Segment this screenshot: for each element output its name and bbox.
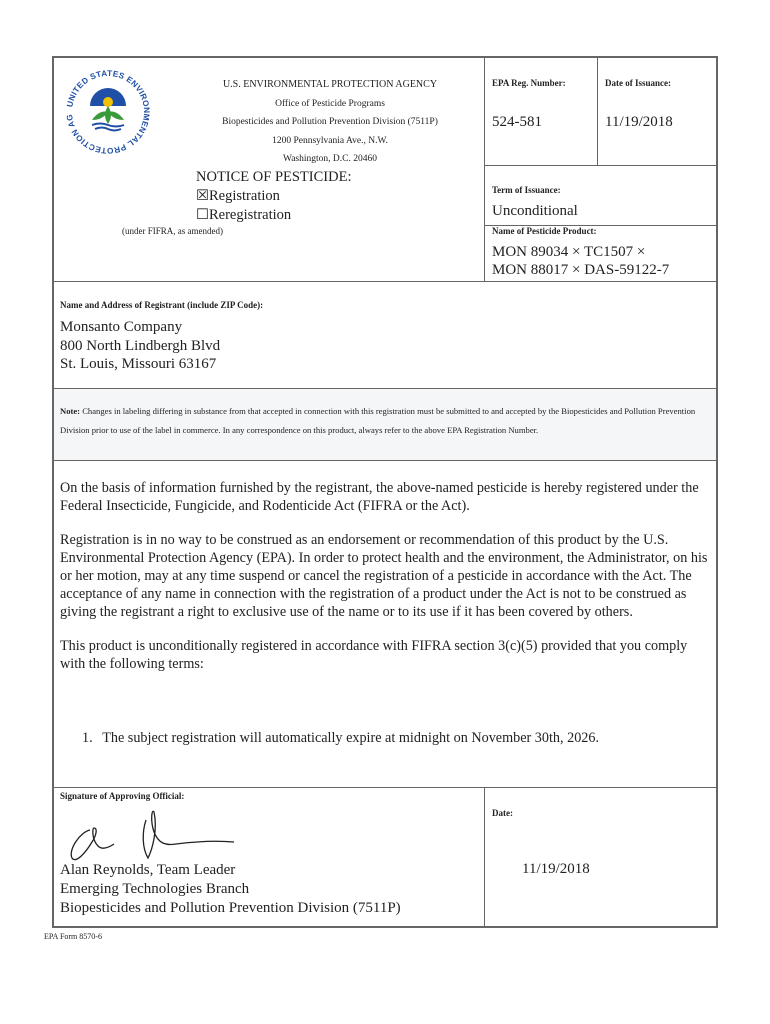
term-list-item — [82, 729, 702, 747]
registration-option — [196, 187, 476, 206]
body-section — [60, 479, 712, 673]
issuance-date-value: 11/19/2018 — [605, 114, 673, 130]
divider-body — [53, 787, 717, 788]
term-item-text: The subject registration will automatically expire at midnight on November 30th, 2026. — [102, 730, 600, 746]
signer-block — [60, 861, 401, 918]
divider-right-column — [484, 57, 485, 281]
notice-block — [196, 168, 476, 225]
term-value: Unconditional — [492, 203, 578, 219]
agency-name: U.S. ENVIRONMENTAL PROTECTION AGENCY — [222, 79, 438, 90]
signature-date-label: Date: — [492, 808, 513, 818]
registrant-city: St. Louis, Missouri 63167 — [60, 356, 217, 372]
product-name-label: Name of Pesticide Product: — [492, 226, 597, 236]
division-name: Biopesticides and Pollution Prevention Division (7511P) — [222, 117, 438, 127]
signature-label: Signature of Approving Official: — [60, 791, 185, 801]
note-text: Changes in labeling differing in substance from that accepted in connection with this registration must be submitted to and accepted by the Biopesticides and Pollution Prevention Division prior to use of the label in commerce. In any correspondence on this product, always refer to the above EPA Registration Number. — [60, 406, 696, 435]
product-name-line2: MON 88017 × DAS-59122-7 — [492, 262, 670, 278]
note-text-block — [60, 402, 710, 440]
reg-number-label: EPA Reg. Number: — [492, 78, 566, 88]
agency-header — [170, 76, 490, 169]
registration-checkbox[interactable]: ☒ — [196, 188, 209, 204]
registrant-street: 800 North Lindbergh Blvd — [60, 337, 221, 354]
signer-branch: Emerging Technologies Branch — [60, 881, 250, 897]
registrant-name: Monsanto Company — [60, 319, 183, 335]
reregistration-option — [196, 206, 476, 225]
form-number: EPA Form 8570-6 — [44, 932, 102, 941]
office-name: Office of Pesticide Programs — [275, 98, 385, 109]
product-name — [492, 243, 669, 279]
divider-date-column — [597, 57, 598, 165]
seal-text: UNITED STATES ENVIRONMENTAL PROTECTION AG — [64, 68, 152, 156]
street-address: 1200 Pennsylvania Ave., N.W. — [272, 135, 388, 146]
divider-signature-date — [484, 788, 485, 927]
under-fifra: (under FIFRA, as amended) — [122, 226, 223, 236]
divider-note — [53, 460, 717, 461]
notice-title: NOTICE OF PESTICIDE: — [196, 169, 352, 185]
reregistration-label: Reregistration — [209, 207, 292, 223]
registration-label: Registration — [209, 188, 280, 204]
registrant-address — [60, 318, 220, 374]
product-name-line1: MON 89034 × TC1507 × — [492, 244, 646, 260]
reg-number-value: 524-581 — [492, 114, 542, 130]
signature-date-value: 11/19/2018 — [522, 861, 590, 877]
body-paragraph-1: On the basis of information furnished by the registrant, the above-named pesticide is hereby registered under the Federal Insecticide, Fungicide, and Rodenticide Act (FIFRA or the Act). — [60, 480, 699, 514]
epa-seal-icon — [58, 62, 158, 162]
city-address: Washington, D.C. 20460 — [283, 154, 377, 164]
issuance-date-label: Date of Issuance: — [605, 78, 671, 88]
term-item-number: 1. — [82, 730, 93, 746]
signer-division: Biopesticides and Pollution Prevention Division (7511P) — [60, 900, 401, 916]
body-paragraph-2: Registration is in no way to be construed as an endorsement or recommendation of this product by the U.S. Environmental Protection Agency (EPA). In order to protect health and the environment, the Administrator, on his or her motion, may at any time suspend or cancel the registration of a pesticide in accordance with the Act. The acceptance of any name in connection with the registration of a product under the Act is not to be construed as giving the registrant a right to exclusive use of the name or to its use if it has been covered by others. — [60, 532, 708, 620]
divider-header — [53, 281, 717, 282]
registrant-label: Name and Address of Registrant (include ZIP Code): — [60, 300, 264, 310]
body-paragraph-3: This product is unconditionally registered in accordance with FIFRA section 3(c)(5) provided that you comply with the following terms: — [60, 638, 688, 672]
signer-name: Alan Reynolds, Team Leader — [60, 862, 236, 878]
divider-reg-row — [485, 165, 717, 166]
note-label: Note: — [60, 406, 81, 416]
reregistration-checkbox[interactable]: ☐ — [196, 207, 209, 223]
term-label: Term of Issuance: — [492, 185, 561, 195]
